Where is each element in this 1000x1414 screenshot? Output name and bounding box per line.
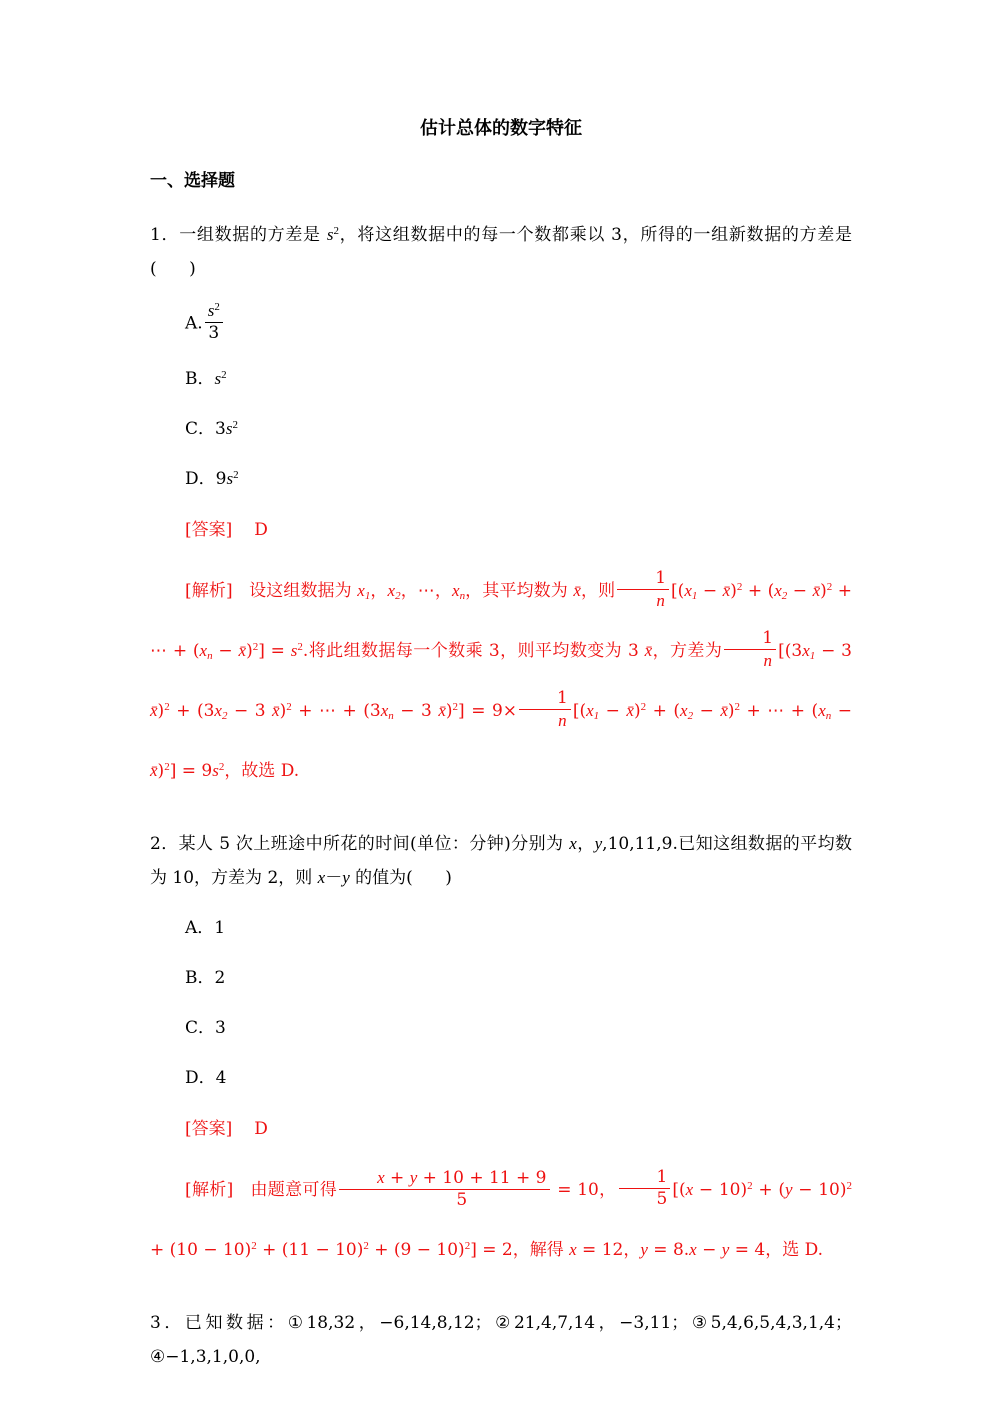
question-1-option-d: D．$9s^2$: [185, 468, 239, 489]
question-1-answer-label: [答案]: [185, 520, 233, 540]
question-2-answer-value: D: [254, 1119, 268, 1139]
question-1-option-c: C．$3s^2$: [185, 418, 238, 439]
doc-title: 估计总体的数字特征: [420, 118, 582, 139]
question-1-answer-value: D: [254, 520, 268, 540]
question-2-answer-row: [150, 1112, 852, 1146]
question-3-stem: 3．已知数据：①18,32，−6,14,8,12；②21,4,7,14，−3,11；③5,4,6,5,4,3,1,4；④−1,3,1,0,0,: [150, 1313, 852, 1367]
question-2-analysis: [解析] 由题意可得 $\frac{x + y + 10 + 11 + 9}{5}$ = 10， $\frac{1}{5}$ $[(x - 10)^2 + (y - 10)^2 + (10 - 10)^2 + (11 - 10)^2 + (9 - 10)^2] = 2$，解得 x = 12，y = 8.x − y = 4，选 D.: [150, 1167, 852, 1260]
question-2-stem: 2．某人 5 次上班途中所花的时间(单位：分钟)分别为 x，y,10,11,9.已知这组数据的平均数为 10，方差为 2，则 x－y 的值为( ): [150, 834, 852, 888]
section-heading: 一、选择题: [150, 171, 235, 191]
question-2-option-b: B．2: [185, 968, 226, 988]
question-1-option-b: B．$s^2$: [185, 368, 227, 389]
question-1-analysis: [解析] 设这组数据为 $x_1$，$x_2$，⋯，$x_n$，其平均数为 x̄，则 $\frac{1}{n}$ [($x_1$ − x̄)$^2$ + ($x_2$ − x̄)$^2$ + ⋯ + ($x_n$ − x̄)$^2$] = $s^2$.将此组数据每一个数乘 3，则平均数变为 3 x̄，方差为 $\frac{1}{n}$ [($3x_1 - 3$ x̄)$^2$ + ($3x_2 - 3$ x̄)$^2$ + ⋯ + ($3x_n - 3$ x̄)$^2$] = 9× $\frac{1}{n}$ [($x_1$ − x̄)$^2$ + ($x_2$ − x̄)$^2$ + ⋯ + ($x_n$ − x̄)$^2$] = $9s^2$，故选 D.: [150, 567, 853, 781]
question-1-answer-row: [150, 513, 852, 547]
question-2-option-a: A．1: [185, 918, 226, 938]
question-1-stem: 1．一组数据的方差是 $s^2$，将这组数据中的每一个数都乘以 3，所得的一组新数据的方差是( ): [150, 224, 852, 279]
question-2-option-c: C．3: [185, 1018, 226, 1038]
question-2-option-d: D．4: [185, 1068, 227, 1088]
question-1-option-a: A. $\frac{s^2}{3}$: [150, 302, 852, 346]
question-2-answer-label: [答案]: [185, 1119, 233, 1139]
